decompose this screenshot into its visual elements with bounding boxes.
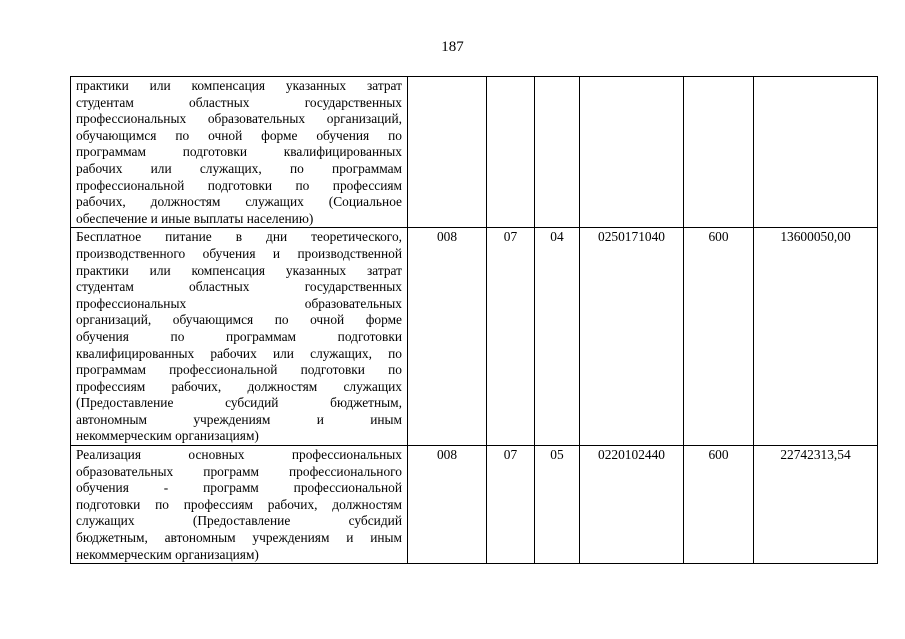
target-article-cell: 0250171040: [580, 228, 684, 446]
table-row: [71, 228, 878, 446]
description-line: некоммерческим организациям): [76, 428, 259, 444]
description-line: профессиям рабочих, должностям служащих: [76, 378, 402, 394]
expense-type-cell: [684, 77, 754, 228]
description-cell: [71, 446, 408, 564]
description-line: практики или компенсация указанных затрат: [76, 78, 402, 93]
subsection-code-cell: 05: [535, 446, 580, 564]
description-line: квалифицированных рабочих или служащих, по: [76, 345, 402, 361]
table-row: [71, 446, 878, 564]
description-line: обучающимся по очной форме обучения по: [76, 127, 402, 143]
table-row: [71, 77, 878, 228]
amount-cell: 22742313,54: [754, 446, 878, 564]
description-line: образовательных программ профессионального: [76, 463, 402, 479]
ministry-code-cell: [408, 77, 487, 228]
description-line: программам подготовки квалифицированных: [76, 144, 402, 160]
description-line: автономным учреждениям и иным: [76, 411, 402, 427]
description-line: Бесплатное питание в дни теоретического,: [76, 229, 402, 245]
description-line: обучения по программам подготовки: [76, 328, 402, 344]
description-line: программам профессиональной подготовки по: [76, 362, 402, 378]
description-cell: [71, 77, 408, 228]
description-line: организаций, обучающимся по очной форме: [76, 312, 402, 328]
budget-table: [70, 76, 878, 564]
target-article-cell: 0220102440: [580, 446, 684, 564]
description-line: рабочих, должностям служащих (Социальное: [76, 194, 402, 210]
target-article-cell: [580, 77, 684, 228]
description-line: обучения - программ профессиональной: [76, 480, 402, 496]
page-number: 187: [441, 39, 464, 55]
section-code-cell: 07: [487, 446, 535, 564]
description-line: профессиональных образовательных организаций,: [76, 111, 402, 127]
section-code-cell: [487, 77, 535, 228]
description-line: студентам областных государственных: [76, 94, 402, 110]
subsection-code-cell: [535, 77, 580, 228]
description-line: рабочих или служащих, по программам: [76, 160, 402, 176]
ministry-code-cell: 008: [408, 446, 487, 564]
description-line: практики или компенсация указанных затрат: [76, 262, 402, 278]
amount-cell: [754, 77, 878, 228]
section-code-cell: 07: [487, 228, 535, 446]
description-line: служащих (Предоставление субсидий: [76, 513, 402, 529]
table-body: [71, 77, 878, 564]
ministry-code-cell: 008: [408, 228, 487, 446]
description-line: Реализация основных профессиональных: [76, 447, 402, 463]
description-line: профессиональных образовательных: [76, 295, 402, 311]
expense-type-cell: 600: [684, 446, 754, 564]
description-line: студентам областных государственных: [76, 279, 402, 295]
amount-cell: 13600050,00: [754, 228, 878, 446]
description-line: бюджетным, автономным учреждениям и иным: [76, 530, 402, 546]
description-line: производственного обучения и производственной: [76, 245, 402, 261]
description-line: (Предоставление субсидий бюджетным,: [76, 395, 402, 411]
description-cell: [71, 228, 408, 446]
expense-type-cell: 600: [684, 228, 754, 446]
description-line: профессиональной подготовки по профессиям: [76, 177, 402, 193]
description-line: некоммерческим организациям): [76, 546, 259, 562]
description-line: обеспечение и иные выплаты населению): [76, 210, 314, 226]
subsection-code-cell: 04: [535, 228, 580, 446]
description-line: подготовки по профессиям рабочих, должностям: [76, 496, 402, 512]
